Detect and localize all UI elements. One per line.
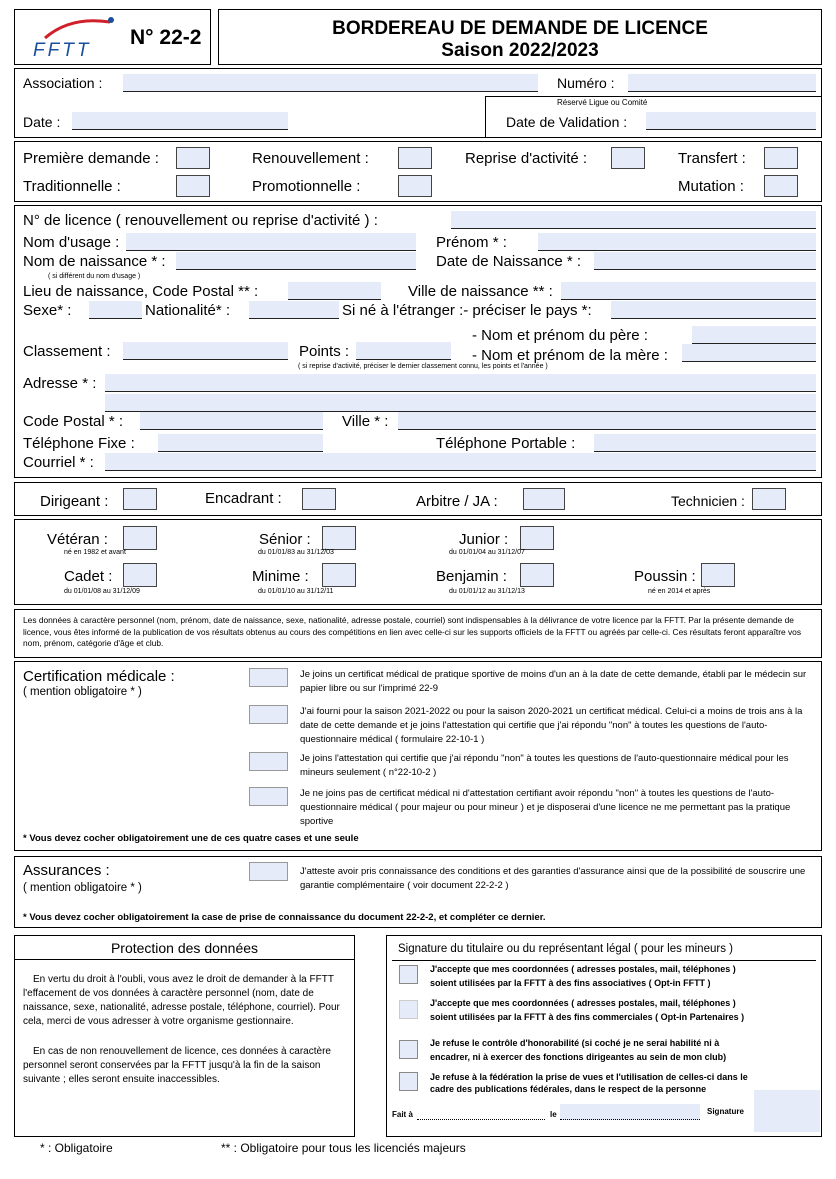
reprise-note: ( si reprise d'activité, préciser le dernier classement connu, les points et l'année ): [298, 363, 548, 370]
optin-partenaires-line1: J'accepte que mes coordonnées ( adresses postales, mail, téléphones ): [430, 998, 736, 1008]
code-postal-field[interactable]: [140, 412, 323, 430]
insurance-warning: * Vous devez cocher obligatoirement la case de prise de connaissance du document 22-2-2, et compléter ce dernier.: [23, 912, 546, 923]
lieu-label: Lieu de naissance, Code Postal ** :: [23, 283, 259, 300]
optin-fftt-line2: soient utilisées par la FFTT à des fins associatives ( Opt-in FFTT ): [430, 978, 711, 988]
signature-title-line: [392, 960, 816, 961]
medical-option-2: J'ai fourni pour la saison 2021-2022 ou pour la saison 2020-2021 un certificat médical. Celui-ci a moins de trois ans à la date de cette demande et je joins l'attestation qui certifie que j'ai répondu "non" à toutes les questions de l'auto-questionnaire médical ( formulaire 22-10-1 ): [300, 706, 803, 745]
optin-partenaires-line2: soient utilisées par la FFTT à des fins commerciales ( Opt-in Partenaires ): [430, 1012, 745, 1022]
nom-usage-field[interactable]: [126, 233, 416, 251]
adresse-label: Adresse * :: [23, 375, 97, 392]
nom-naissance-field[interactable]: [176, 252, 416, 270]
medical-checkbox-4[interactable]: [249, 787, 288, 806]
minime-note: du 01/01/10 au 31/12/11: [258, 588, 334, 595]
prenom-field[interactable]: [538, 233, 816, 251]
poussin-label: Poussin :: [634, 568, 696, 585]
season: Saison 2022/2023: [441, 40, 599, 61]
premiere-label: Première demande :: [23, 150, 159, 167]
insurance-title: Assurances :: [23, 862, 110, 879]
etranger-label: Si né à l'étranger :- préciser le pays *:: [342, 302, 592, 319]
points-label: Points :: [299, 343, 350, 360]
classement-label: Classement :: [23, 343, 111, 360]
date-validation-field[interactable]: [646, 112, 816, 130]
courriel-field[interactable]: [105, 453, 816, 471]
optin-partenaires-checkbox[interactable]: [399, 1000, 418, 1019]
arbitre-checkbox[interactable]: [523, 488, 565, 510]
protection-title: Protection des données: [110, 940, 259, 956]
nationalite-field[interactable]: [249, 301, 339, 319]
benjamin-note: du 01/01/12 au 31/12/13: [449, 588, 525, 595]
tel-portable-field[interactable]: [594, 434, 816, 452]
association-field[interactable]: [123, 74, 538, 92]
reprise-checkbox[interactable]: [611, 147, 645, 169]
renouvellement-checkbox[interactable]: [398, 147, 432, 169]
licence-field[interactable]: [451, 211, 816, 229]
prise-de-vues-line1: Je refuse à la fédération la prise de vues et l'utilisation de celles-ci dans le: [430, 1072, 748, 1082]
signature-label: Signature: [707, 1107, 744, 1116]
poussin-checkbox[interactable]: [701, 563, 735, 587]
date-label: Date :: [23, 114, 61, 130]
technicien-label: Technicien :: [671, 493, 745, 509]
tel-portable-label: Téléphone Portable :: [436, 435, 576, 452]
pere-field[interactable]: [692, 326, 816, 344]
footer-obligatoire: * : Obligatoire: [40, 1141, 113, 1155]
arbitre-label: Arbitre / JA :: [416, 493, 498, 510]
medical-option-3: Je joins l'attestation qui certifie que j'ai répondu "non" à toutes les questions de l'auto-questionnaire médical pour les mineurs seulement ( n°22-10-2 ): [300, 753, 789, 778]
senior-label: Sénior :: [259, 531, 311, 548]
nom-usage-label: Nom d'usage :: [23, 234, 120, 251]
protection-para-2: En cas de non renouvellement de licence, ces données à caractère personnel seront conservées par la FFTT jusqu'à la fin de la saison suivante ; elles seront ensuite inaccessibles.: [23, 1046, 331, 1085]
insurance-checkbox[interactable]: [249, 862, 288, 881]
cadet-label: Cadet :: [64, 568, 113, 585]
honorabilite-checkbox[interactable]: [399, 1040, 418, 1059]
title-box: [218, 9, 822, 65]
mutation-label: Mutation :: [678, 178, 744, 195]
ville-field[interactable]: [398, 412, 816, 430]
ville-naissance-label: Ville de naissance ** :: [408, 283, 553, 300]
cadet-note: du 01/01/08 au 31/12/09: [64, 588, 140, 595]
veteran-checkbox[interactable]: [123, 526, 157, 550]
poussin-note: né en 2014 et après: [648, 588, 711, 595]
signature-title: Signature du titulaire ou du représentant légal ( pour les mineurs ): [398, 943, 733, 955]
points-field[interactable]: [356, 342, 451, 360]
dirigeant-label: Dirigeant :: [40, 493, 109, 510]
encadrant-checkbox[interactable]: [302, 488, 336, 510]
senior-note: du 01/01/83 au 31/12/03: [258, 549, 334, 556]
form-number: N° 22-2: [130, 26, 202, 49]
medical-checkbox-2[interactable]: [249, 705, 288, 724]
logo-text: FFTT: [33, 40, 92, 61]
traditionnelle-checkbox[interactable]: [176, 175, 210, 197]
numero-label: Numéro :: [557, 75, 615, 91]
code-postal-label: Code Postal * :: [23, 413, 124, 430]
mere-field[interactable]: [682, 344, 816, 362]
mere-label: - Nom et prénom de la mère :: [472, 347, 668, 364]
encadrant-label: Encadrant :: [205, 490, 282, 507]
insurance-mention: ( mention obligatoire * ): [23, 882, 142, 894]
medical-option-4: Je ne joins pas de certificat médical ni d'attestation certifiant avoir répondu "non" à toutes les questions de l'auto-questionnaire médical ( pour majeur ou pour mineur ) et je disposerai d'une licence ne me permettant pas la pratique sportive: [300, 788, 791, 827]
prenom-label: Prénom * :: [436, 234, 507, 251]
privacy-notice: Les données à caractère personnel (nom, prénom, date de naissance, sexe, nationalité, adresse postale, courriel) sont indispensables à la délivrance de votre licence par la FFTT. Par la présente demande de licence, vous êtes informé de la publication de vos résultats obtenus au cours des compétitions en lien avec celle-ci sur les supports officiels de la FFTT ou agréés par celle-ci. Ces résultats feront apparaître vos nom, prénom, catégorie d'âge et club.: [23, 615, 802, 648]
premiere-checkbox[interactable]: [176, 147, 210, 169]
transfert-label: Transfert :: [678, 150, 746, 167]
pere-label: - Nom et prénom du père :: [472, 327, 648, 344]
medical-title: Certification médicale :: [23, 668, 175, 685]
junior-checkbox[interactable]: [520, 526, 554, 550]
courriel-label: Courriel * :: [23, 454, 94, 471]
numero-field[interactable]: [628, 74, 816, 92]
reprise-label: Reprise d'activité :: [465, 150, 588, 167]
tel-fixe-label: Téléphone Fixe :: [23, 435, 135, 452]
classement-field[interactable]: [123, 342, 288, 360]
date-signature-field[interactable]: [560, 1104, 700, 1120]
nom-naissance-label: Nom de naissance * :: [23, 253, 166, 270]
form-title: BORDEREAU DE DEMANDE DE LICENCE: [332, 18, 708, 39]
prise-de-vues-line2: cadre des publications fédérales, dans le respect de la personne: [430, 1084, 707, 1094]
transfert-checkbox[interactable]: [764, 147, 798, 169]
honorabilite-line2: encadrer, ni à exercer des fonctions dirigeantes au sein de mon club): [430, 1052, 727, 1062]
senior-checkbox[interactable]: [322, 526, 356, 550]
minime-label: Minime :: [252, 568, 309, 585]
date-field[interactable]: [72, 112, 288, 130]
sexe-label: Sexe* :: [23, 302, 72, 319]
prise-de-vues-checkbox[interactable]: [399, 1072, 418, 1091]
technicien-checkbox[interactable]: [752, 488, 786, 510]
dirigeant-checkbox[interactable]: [123, 488, 157, 510]
veteran-label: Vétéran :: [47, 531, 108, 548]
fait-a-label: Fait à: [392, 1110, 413, 1119]
medical-checkbox-3[interactable]: [249, 752, 288, 771]
sexe-field[interactable]: [89, 301, 142, 319]
minime-checkbox[interactable]: [322, 563, 356, 587]
association-label: Association :: [23, 75, 103, 91]
le-label: le: [550, 1110, 557, 1119]
mutation-checkbox[interactable]: [764, 175, 798, 197]
promotionnelle-label: Promotionnelle :: [252, 178, 361, 195]
benjamin-label: Benjamin :: [436, 568, 507, 585]
adresse-field-1[interactable]: [105, 374, 816, 392]
ville-naissance-field[interactable]: [561, 282, 816, 300]
signature-field[interactable]: [754, 1090, 820, 1132]
junior-label: Junior :: [459, 531, 509, 548]
protection-para-1: En vertu du droit à l'oubli, vous avez le droit de demander à la FFTT l'effacement de vos données à caractère personnel (nom, date de naissance, sexe, nationalité, adresse postale, téléphone, courriel). Pour cela, merci de vous adresser à votre organisme gestionnaire.: [23, 974, 340, 1027]
insurance-text: J'atteste avoir pris connaissance des conditions et des garanties d'assurance ainsi que de la possibilité de souscrire une garantie complémentaire ( voir document 22-2-2 ): [300, 866, 806, 891]
promotionnelle-checkbox[interactable]: [398, 175, 432, 197]
fait-a-field[interactable]: [417, 1112, 545, 1120]
junior-note: du 01/01/04 au 31/12/07: [449, 549, 525, 556]
veteran-note: né en 1982 et avant: [64, 549, 126, 556]
lieu-field[interactable]: [288, 282, 381, 300]
date-naissance-field[interactable]: [594, 252, 816, 270]
pays-field[interactable]: [611, 301, 816, 319]
optin-fftt-checkbox[interactable]: [399, 965, 418, 984]
benjamin-checkbox[interactable]: [520, 563, 554, 587]
renouvellement-label: Renouvellement :: [252, 150, 369, 167]
licence-label: N° de licence ( renouvellement ou reprise d'activité ) :: [23, 212, 378, 229]
medical-checkbox-1[interactable]: [249, 668, 288, 687]
medical-option-1: Je joins un certificat médical de pratique sportive de moins d'un an à la date de cette demande, établi par le médecin sur papier libre ou sur l'imprimé 22-9: [300, 669, 807, 694]
medical-warning: * Vous devez cocher obligatoirement une de ces quatre cases et une seule: [23, 833, 359, 844]
ville-label: Ville * :: [342, 413, 389, 430]
tel-fixe-field[interactable]: [158, 434, 323, 452]
adresse-field-2[interactable]: [105, 394, 816, 412]
nom-note: ( si différent du nom d'usage ): [48, 273, 141, 280]
medical-mention: ( mention obligatoire * ): [23, 686, 142, 698]
optin-fftt-line1: J'accepte que mes coordonnées ( adresses postales, mail, téléphones ): [430, 964, 736, 974]
traditionnelle-label: Traditionnelle :: [23, 178, 121, 195]
protection-section: [14, 935, 355, 1137]
logo-box: [14, 9, 211, 65]
date-naissance-label: Date de Naissance * :: [436, 253, 582, 270]
nationalite-label: Nationalité* :: [145, 302, 231, 319]
honorabilite-line1: Je refuse le contrôle d'honorabilité (si coché je ne serai habilité ni à: [430, 1038, 720, 1048]
cadet-checkbox[interactable]: [123, 563, 157, 587]
footer-majeurs: ** : Obligatoire pour tous les licenciés majeurs: [221, 1141, 466, 1155]
reserve-label: Réservé Ligue ou Comité: [557, 98, 648, 107]
date-validation-label: Date de Validation :: [506, 114, 628, 130]
